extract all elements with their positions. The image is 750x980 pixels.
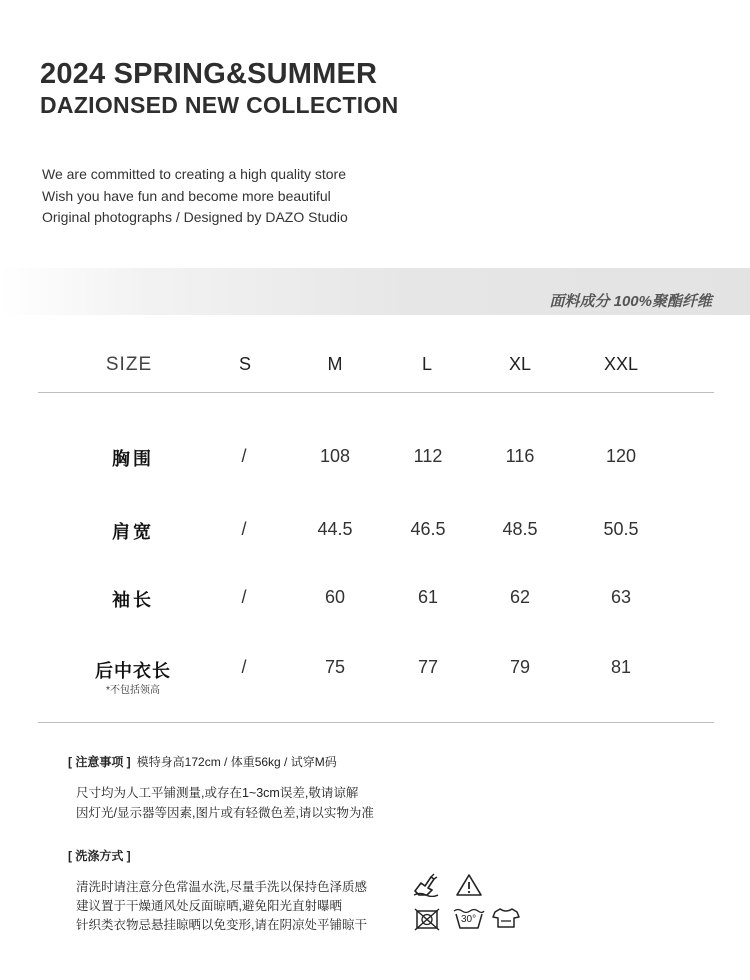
hand-wash-icon (412, 871, 440, 897)
row-note-collar: *不包括领高 (106, 685, 160, 696)
table-cell: 63 (610, 587, 632, 607)
size-header-xl: XL (508, 354, 532, 374)
size-header-l: L (421, 354, 433, 374)
table-cell: 44.5 (317, 519, 353, 539)
headline-season: 2024 SPRING&SUMMER (40, 58, 378, 90)
fabric-composition: 面料成分 100%聚酯纤维 (549, 293, 712, 310)
table-cell: 108 (319, 446, 351, 466)
table-cell: / (241, 519, 247, 539)
notes-line-1: 尺寸均为人工平铺测量,或存在1~3cm误差,敬请谅解 (76, 786, 359, 800)
no-tumble-dry-icon (414, 907, 440, 931)
notes-section (68, 753, 337, 770)
table-bottom-rule (38, 722, 714, 723)
table-cell: 112 (413, 446, 443, 466)
table-cell: 61 (417, 587, 439, 607)
table-cell: / (241, 657, 247, 677)
table-cell: 120 (605, 446, 637, 466)
table-top-rule (38, 392, 714, 393)
row-name-length: 后中衣长 (95, 661, 171, 681)
size-header-m: M (327, 354, 343, 374)
washing-line-1: 清洗时请注意分色常温水洗,尽量手洗以保持色泽质感 (76, 880, 367, 894)
tagline-1: We are committed to creating a high quality store (42, 166, 347, 182)
row-name-shoulder: 肩宽 (112, 522, 154, 542)
table-cell: 46.5 (410, 519, 446, 539)
size-column-label: SIZE (105, 354, 153, 375)
washing-title: [ 洗涤方式 ] (68, 849, 131, 863)
table-cell: 48.5 (502, 519, 538, 539)
table-cell: 62 (509, 587, 531, 607)
washing-line-2: 建议置于干燥通风处反面晾晒,避免阳光直射曝晒 (76, 899, 342, 913)
row-name-sleeve: 袖长 (112, 590, 154, 610)
model-info: 模特身高172cm / 体重56kg / 试穿M码 (136, 755, 337, 769)
notes-line-2: 因灯光/显示器等因素,图片或有轻微色差,请以实物为准 (76, 806, 374, 820)
table-cell: 79 (509, 657, 531, 677)
table-cell: / (241, 587, 247, 607)
wash-30-icon (452, 905, 486, 931)
table-cell: / (241, 446, 247, 466)
size-header-xxl: XXL (603, 354, 639, 374)
notes-title: [ 注意事项 ] (68, 755, 131, 769)
table-cell: 81 (610, 657, 632, 677)
table-cell: 116 (505, 446, 535, 466)
row-name-chest: 胸围 (112, 449, 154, 469)
dry-flat-shirt-icon (491, 906, 521, 930)
tagline-2: Wish you have fun and become more beautiful (42, 188, 331, 204)
table-cell: 50.5 (603, 519, 639, 539)
table-cell: 75 (324, 657, 346, 677)
headline-collection: DAZIONSED NEW COLLECTION (40, 92, 399, 118)
wash-temperature-label: 30° (461, 914, 477, 925)
tagline-3: Original photographs / Designed by DAZO Studio (42, 209, 348, 225)
warning-triangle-icon (455, 873, 483, 897)
size-header-s: S (238, 354, 252, 374)
table-cell: 77 (417, 657, 439, 677)
washing-line-3: 针织类衣物忌悬挂晾晒以免变形,请在阴凉处平铺晾干 (76, 918, 367, 932)
table-cell: 60 (324, 587, 346, 607)
